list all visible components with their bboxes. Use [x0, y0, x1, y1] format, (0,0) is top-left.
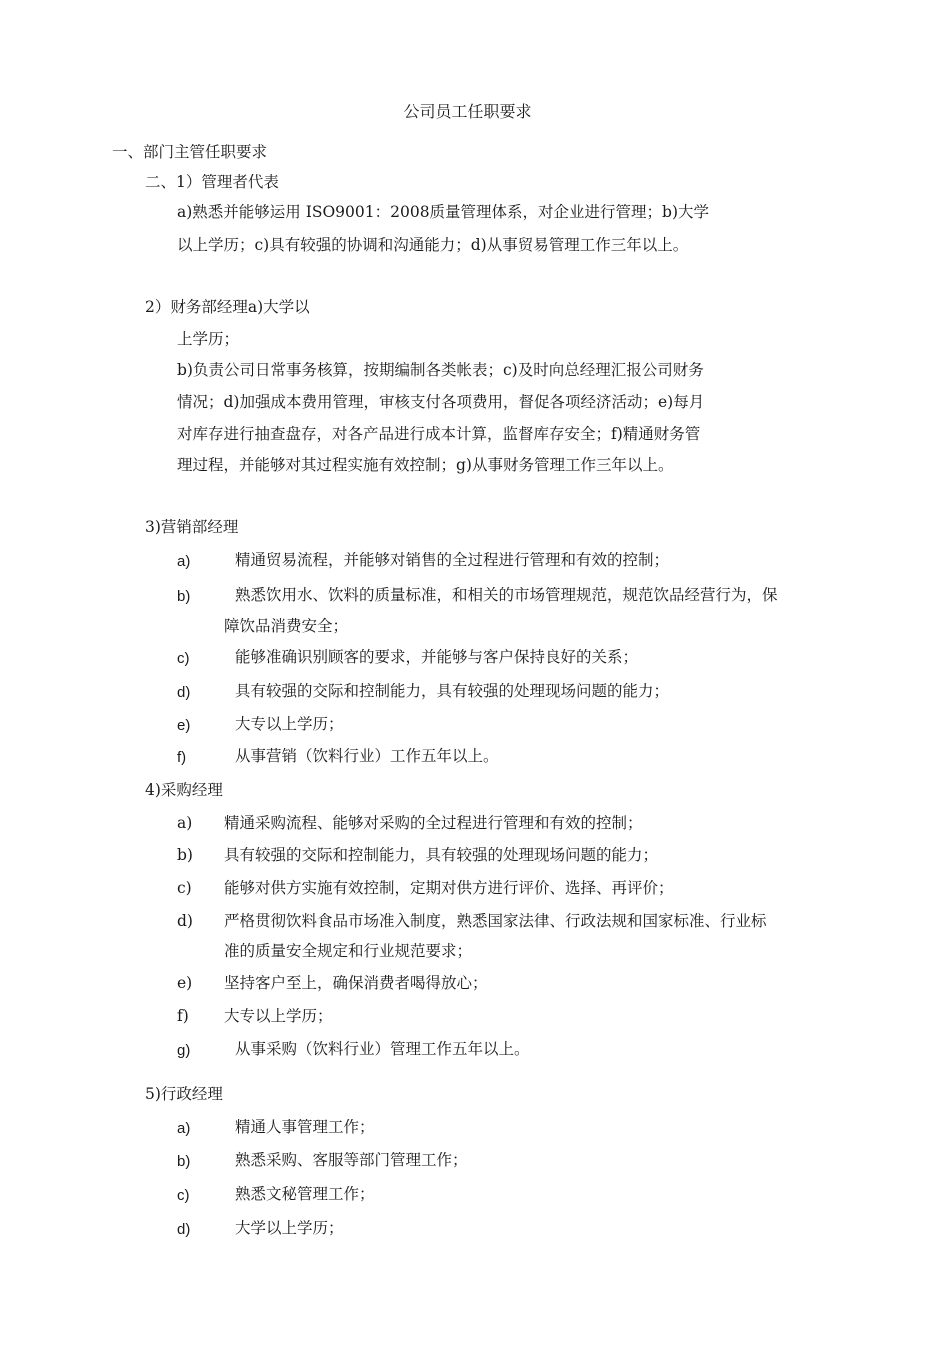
subsection-heading: 5)行政经理	[145, 1085, 223, 1103]
list-item-text: 具有较强的交际和控制能力，具有较强的处理现场问题的能力；	[235, 682, 670, 700]
list-item-text: 精通采购流程、能够对采购的全过程进行管理和有效的控制；	[224, 814, 643, 832]
list-item-text: 坚持客户至上，确保消费者喝得放心；	[224, 974, 488, 992]
list-marker: f)	[177, 749, 187, 766]
list-marker: f)	[177, 1007, 189, 1025]
list-item-text: 从事采购（饮料行业）管理工作五年以上。	[235, 1040, 530, 1058]
list-marker: d)	[177, 684, 191, 701]
list-marker: b)	[177, 588, 191, 605]
list-marker: c)	[177, 1187, 190, 1204]
subsection-heading: 4)采购经理	[145, 781, 223, 799]
list-item-text: 熟悉文秘管理工作；	[235, 1185, 375, 1203]
paragraph-line: 以上学历；c)具有较强的协调和沟通能力；d)从事贸易管理工作三年以上。	[177, 236, 689, 254]
list-item-text: 大专以上学历；	[235, 715, 344, 733]
document-title: 公司员工任职要求	[403, 102, 532, 121]
list-item-text: 大学以上学历；	[235, 1219, 344, 1237]
paragraph-line: 上学历；	[177, 330, 240, 348]
list-marker: a)	[177, 1120, 191, 1137]
list-item-text: 能够准确识别顾客的要求，并能够与客户保持良好的关系；	[235, 648, 639, 666]
list-marker: a)	[177, 814, 193, 832]
list-marker: c)	[177, 650, 190, 667]
list-marker: d)	[177, 1221, 191, 1238]
paragraph-line: 情况；d)加强成本费用管理，审核支付各项费用，督促各项经济活动；e)每月	[177, 393, 705, 411]
list-item-text: 具有较强的交际和控制能力，具有较强的处理现场问题的能力；	[224, 846, 659, 864]
list-marker: b)	[177, 1153, 191, 1170]
list-item-text: 能够对供方实施有效控制，定期对供方进行评价、选择、再评价；	[224, 879, 674, 897]
subsection-heading: 3)营销部经理	[145, 518, 239, 536]
list-item-text: 严格贯彻饮料食品市场准入制度，熟悉国家法律、行政法规和国家标准、行业标	[224, 912, 767, 930]
list-item-text: 熟悉采购、客服等部门管理工作；	[235, 1151, 468, 1169]
list-item-text: 大专以上学历；	[224, 1007, 333, 1025]
list-item-continuation: 准的质量安全规定和行业规范要求；	[224, 942, 473, 960]
paragraph-line: 对库存进行抽查盘存，对各产品进行成本计算，监督库存安全；f)精通财务管	[177, 425, 701, 443]
list-item-text: 精通贸易流程，并能够对销售的全过程进行管理和有效的控制；	[235, 551, 670, 569]
subsection-heading: 2）财务部经理a)大学以	[145, 298, 310, 316]
section-heading: 一、部门主管任职要求	[112, 143, 268, 161]
list-marker: b)	[177, 846, 193, 864]
list-item-text: 从事营销（饮料行业）工作五年以上。	[235, 747, 499, 765]
list-marker: g)	[177, 1042, 191, 1059]
list-marker: e)	[177, 717, 191, 734]
list-item-text: 精通人事管理工作；	[235, 1118, 375, 1136]
list-item-text: 熟悉饮用水、饮料的质量标准，和相关的市场管理规范，规范饮品经营行为，保	[235, 586, 778, 604]
paragraph-line: a)熟悉并能够运用 ISO9001：2008质量管理体系，对企业进行管理；b)大学	[177, 203, 710, 221]
list-marker: d)	[177, 912, 193, 930]
list-marker: e)	[177, 974, 193, 992]
list-marker: c)	[177, 879, 192, 897]
list-item-continuation: 障饮品消费安全；	[224, 617, 349, 635]
list-marker: a)	[177, 553, 191, 570]
paragraph-line: 理过程，并能够对其过程实施有效控制；g)从事财务管理工作三年以上。	[177, 456, 674, 474]
paragraph-line: b)负责公司日常事务核算，按期编制各类帐表；c)及时向总经理汇报公司财务	[177, 361, 704, 379]
subsection-heading: 二、1）管理者代表	[145, 173, 279, 191]
